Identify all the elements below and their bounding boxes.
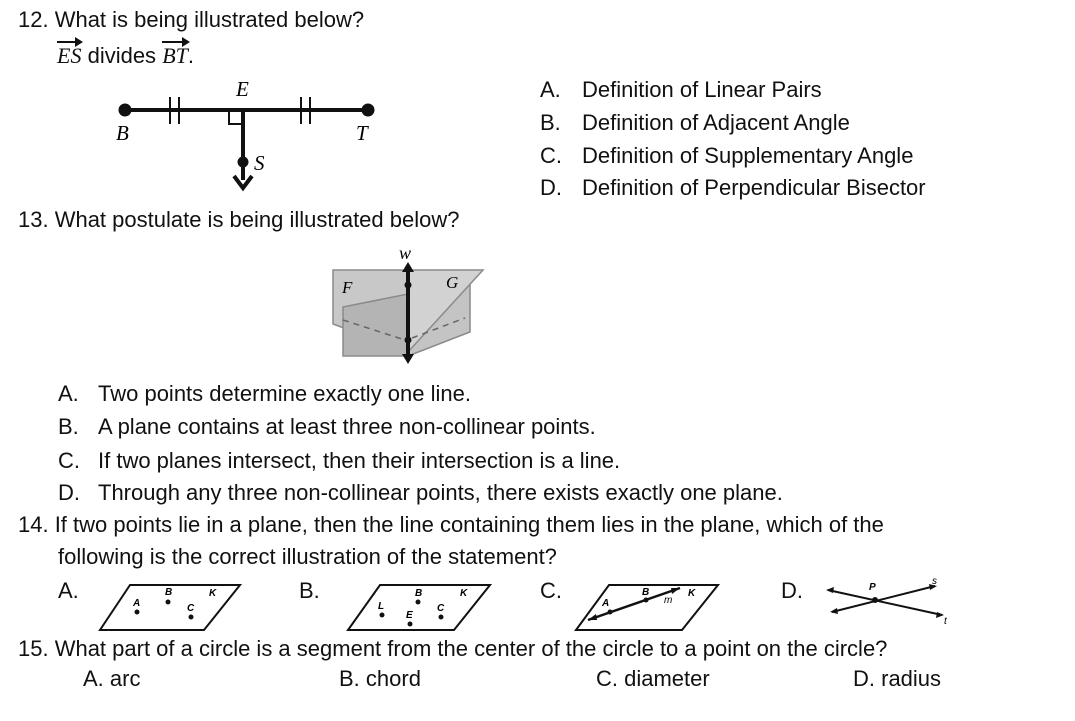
fig-a-point-a [135, 610, 140, 615]
fig-a-label-c: C [187, 603, 195, 614]
q14-figure-b[interactable] [348, 585, 490, 630]
question-12-text: 12. What is being illustrated below? [18, 7, 365, 32]
q13-choice-b[interactable]: B. A plane contains at least three non-collinear points. [58, 414, 596, 439]
label-s: S [254, 151, 265, 175]
q14-choice-a-letter[interactable]: A. [58, 578, 79, 603]
fig-b-point-b [416, 600, 421, 605]
q14-figure-d[interactable] [826, 576, 948, 627]
q15-choice-c[interactable]: C. diameter [596, 666, 710, 691]
q14-figure-a[interactable] [100, 585, 240, 630]
fig-d-arrow-2 [936, 612, 944, 618]
q15-choice-a[interactable]: A. arc [83, 666, 141, 691]
fig-b-point-e [408, 622, 413, 627]
q15-choice-d[interactable]: D. radius [853, 666, 942, 691]
fig-c-point-b [644, 598, 649, 603]
given-verb: divides [87, 43, 157, 68]
label-w: w [399, 243, 412, 263]
label-b: B [116, 121, 129, 145]
fig-c-label-m: m [664, 595, 673, 606]
q15-choice-b[interactable]: B. chord [339, 666, 421, 691]
fig-c-line-arrow-left [588, 614, 597, 620]
fig-d-line-t [828, 590, 942, 615]
q12-choice-a[interactable]: A. Definition of Linear Pairs [540, 77, 822, 102]
fig-a-label-b: B [165, 587, 173, 598]
q12-choice-b[interactable]: B. Definition of Adjacent Angle [540, 110, 850, 135]
label-e: E [236, 77, 249, 101]
fig-d-arrow-1 [826, 587, 834, 593]
fig-b-label-c: C [437, 603, 445, 614]
fig-c-line-arrow-right [671, 588, 680, 594]
q14-figure-c[interactable] [576, 585, 718, 630]
fig-b-label-b: B [415, 588, 423, 599]
fig-d-label-t: t [944, 616, 947, 627]
fig-d-point-p [872, 597, 878, 603]
ray-es-label: ES [57, 43, 82, 68]
q13-choice-d[interactable]: D. Through any three non-collinear points, there exists exactly one plane. [58, 480, 783, 505]
label-t: T [356, 121, 368, 145]
q12-choice-d[interactable]: D. Definition of Perpendicular Bisector [540, 175, 926, 200]
fig-b-point-l [380, 613, 385, 618]
question-14-line1: 14. If two points lie in a plane, then the line containing them lies in the plane, which of the [18, 512, 884, 537]
fig-a-label-k: K [209, 588, 217, 599]
q14-choice-c-letter[interactable]: C. [540, 578, 562, 603]
fig-a-point-b [166, 600, 171, 605]
fig-c-label-k: K [688, 588, 696, 599]
question-13-text: 13. What postulate is being illustrated below? [18, 207, 460, 232]
q13-choice-c[interactable]: C. If two planes intersect, then their intersection is a line. [58, 448, 621, 473]
fig-d-label-s: s [932, 576, 937, 587]
fig-c-point-a [608, 610, 613, 615]
fig-c-label-a: A [602, 598, 610, 609]
fig-b-label-l: L [378, 601, 385, 612]
segment-bt-label: BT [162, 43, 188, 68]
label-plane-g: G [446, 273, 459, 292]
label-plane-f: F [342, 278, 353, 297]
fig-c-label-b: B [642, 587, 650, 598]
fig-d-arrow-3 [830, 608, 838, 614]
fig-a-label-a: A [133, 598, 141, 609]
q14-choice-b-letter[interactable]: B. [299, 578, 320, 603]
fig-b-label-k: K [460, 588, 468, 599]
question-15-text: 15. What part of a circle is a segment from the center of the circle to a point on the circle? [18, 636, 888, 661]
question-14-line2: following is the correct illustration of the statement? [58, 544, 557, 569]
fig-b-point-c [439, 615, 444, 620]
fig-d-label-p: P [869, 582, 876, 593]
q13-choice-a[interactable]: A. Two points determine exactly one line. [58, 381, 471, 406]
given-end: . [187, 43, 194, 68]
fig-a-point-c [189, 615, 194, 620]
fig-b-label-e: E [406, 610, 413, 621]
q14-choice-d-letter[interactable]: D. [781, 578, 803, 603]
q12-choice-c[interactable]: C. Definition of Supplementary Angle [540, 143, 914, 168]
fig-d-line-s [832, 586, 935, 612]
